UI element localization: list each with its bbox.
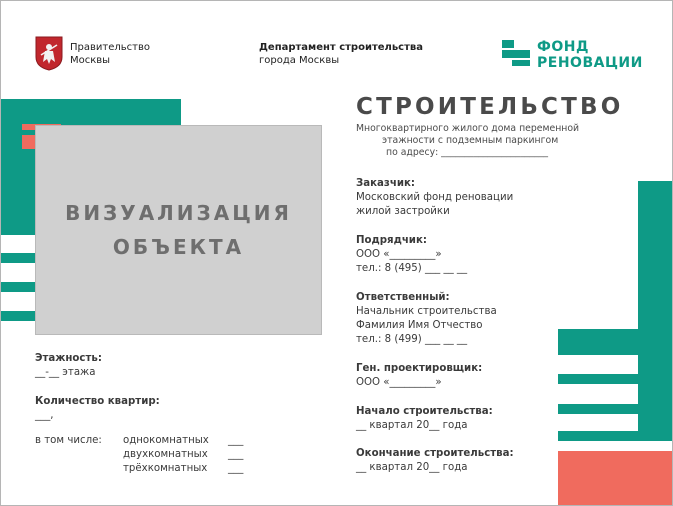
construction-end-block xyxy=(356,447,514,475)
responsible-label: Ответственный: xyxy=(356,292,450,303)
apartments-label: Количество квартир: xyxy=(35,396,160,407)
department-line: Департамент строительства xyxy=(259,42,423,53)
floors-block xyxy=(35,352,102,380)
construction-start-block xyxy=(356,405,493,433)
customer-value: жилой застройки xyxy=(356,206,450,217)
contractor-phone: тел.: 8 (495) ___ __ __ xyxy=(356,263,468,274)
contractor-value: ООО «_________» xyxy=(356,249,442,260)
government-line: Москвы xyxy=(70,55,111,66)
project-description xyxy=(356,123,616,159)
responsible-phone: тел.: 8 (499) ___ __ __ xyxy=(356,334,468,345)
teal-stripe xyxy=(558,329,638,355)
teal-stripe xyxy=(1,253,35,263)
breakdown-prefix: в том числе: xyxy=(35,435,102,446)
contractor-block xyxy=(356,234,467,276)
general-designer-value: ООО «_________» xyxy=(356,377,442,388)
floors-label: Этажность: xyxy=(35,353,102,364)
teal-stripe xyxy=(1,282,35,292)
responsible-value: Начальник строительства xyxy=(356,306,497,317)
teal-stripe xyxy=(558,404,638,414)
breakdown-row xyxy=(35,448,243,462)
description-line: Многоквартирного жилого дома переменной xyxy=(356,123,580,134)
teal-stripe xyxy=(558,431,638,441)
moscow-emblem-icon xyxy=(34,35,64,71)
renovation-fund-label xyxy=(537,39,643,71)
placeholder-line: ВИЗУАЛИЗАЦИЯ xyxy=(65,201,292,225)
breakdown-count: ___ xyxy=(228,435,244,446)
teal-stripe xyxy=(1,99,181,125)
contractor-label: Подрядчик: xyxy=(356,235,427,246)
construction-start-label: Начало строительства: xyxy=(356,406,493,417)
customer-block xyxy=(356,177,513,219)
government-label xyxy=(70,41,150,67)
teal-stripe xyxy=(638,181,672,441)
construction-end-value: __ квартал 20__ года xyxy=(356,462,468,473)
breakdown-count: ___ xyxy=(228,463,244,474)
page-title: СТРОИТЕЛЬСТВО xyxy=(356,94,624,120)
placeholder-line: ОБЪЕКТА xyxy=(112,235,245,259)
construction-start-value: __ квартал 20__ года xyxy=(356,420,468,431)
department-line: города Москвы xyxy=(259,55,340,66)
breakdown-row xyxy=(35,462,243,476)
responsible-block xyxy=(356,291,497,347)
responsible-value: Фамилия Имя Отчество xyxy=(356,320,483,331)
apartment-breakdown xyxy=(35,434,243,476)
apartments-block xyxy=(35,395,160,423)
general-designer-block xyxy=(356,362,482,390)
object-visualization-placeholder xyxy=(35,125,322,335)
teal-stripe xyxy=(1,311,35,321)
customer-value: Московский фонд реновации xyxy=(356,192,514,203)
breakdown-type: трёхкомнатных xyxy=(123,463,208,474)
general-designer-label: Ген. проектировщик: xyxy=(356,363,483,374)
apartments-value: ___, xyxy=(35,410,54,421)
breakdown-count: ___ xyxy=(228,449,244,460)
fund-line: РЕНОВАЦИИ xyxy=(537,55,643,71)
breakdown-type: двухкомнатных xyxy=(123,449,208,460)
government-line: Правительство xyxy=(70,42,150,53)
description-line: этажности с подземным паркингом xyxy=(382,135,559,146)
description-line: по адресу: _______________________ xyxy=(386,147,549,158)
coral-block xyxy=(558,451,672,505)
renovation-fund-logo-icon xyxy=(502,40,530,68)
customer-label: Заказчик: xyxy=(356,178,415,189)
department-label xyxy=(259,41,423,67)
teal-stripe xyxy=(558,374,638,384)
fund-line: ФОНД xyxy=(537,39,589,55)
breakdown-row xyxy=(35,434,243,448)
breakdown-type: однокомнатных xyxy=(123,435,209,446)
construction-end-label: Окончание строительства: xyxy=(356,448,514,459)
floors-value: __-__ этажа xyxy=(35,367,96,378)
